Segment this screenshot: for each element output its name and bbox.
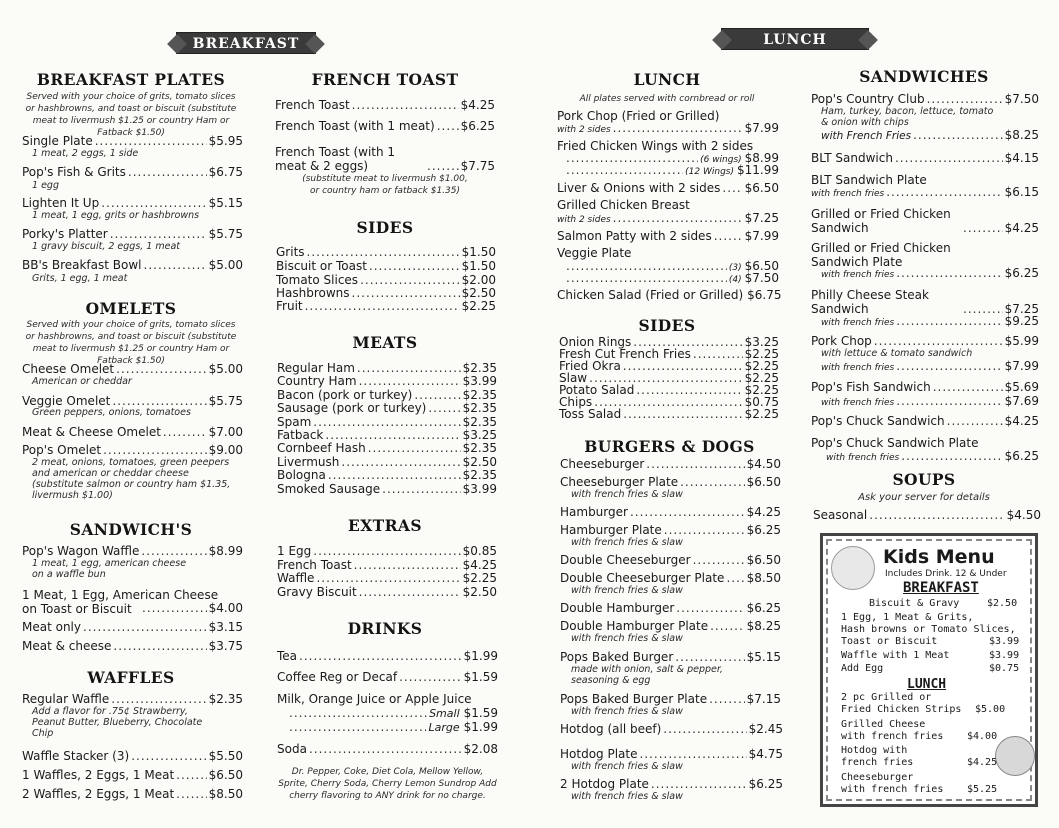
- menu-item: Fresh Cut French Fries ..... $2.25: [559, 348, 779, 360]
- menu-item-price: ..... $4.00: [140, 601, 243, 615]
- item-desc: 1 meat, 2 eggs, 1 side: [32, 148, 139, 159]
- item-desc: with french fries & slaw: [571, 585, 683, 596]
- kids-price: $3.99: [989, 636, 1020, 647]
- soups-title: SOUPS: [892, 470, 956, 489]
- soups-note: Ask your server for details: [858, 492, 990, 503]
- menu-item: Biscuit or Toast ..... $1.50: [276, 259, 496, 273]
- menu-item-price: with french fries ..... $6.25: [826, 449, 1039, 465]
- kids-price: $4.00: [967, 731, 998, 742]
- menu-item: Double Cheeseburger ..... $6.50: [560, 553, 781, 567]
- item-desc: with lettuce & tomato sandwich: [821, 348, 973, 359]
- burgers-title: BURGERS & DOGS: [584, 437, 755, 456]
- menu-item: Tea ..... $1.99: [277, 649, 498, 663]
- menu-item: Fatback ..... $3.25: [277, 428, 497, 442]
- menu-item: Double Hamburger ..... $6.25: [560, 601, 781, 615]
- menu-item: Salmon Patty with 2 sides ..... $7.99: [557, 229, 779, 243]
- menu-item: Grilled Chicken Breast: [557, 198, 690, 212]
- kids-item: with french fries: [841, 784, 944, 795]
- menu-item: Cheeseburger ..... $4.50: [560, 457, 781, 471]
- menu-item: Fruit ..... $2.25: [276, 299, 496, 313]
- kids-lunch-title: LUNCH: [907, 677, 947, 692]
- breakfast-banner: BREAKFAST: [176, 32, 316, 54]
- lunch-sides-title: SIDES: [638, 316, 696, 335]
- menu-item-price: ..... (12 Wings) $11.99: [564, 163, 779, 179]
- menu-item: Bacon (pork or turkey) ..... $2.35: [277, 388, 497, 402]
- menu-item: Pop's Fish Sandwich ..... $5.69: [811, 380, 1039, 394]
- sandwichs-title: SANDWICH'S: [69, 520, 193, 539]
- menu-item-price: ..... (6 wings) $8.99: [564, 151, 779, 167]
- meats-title: MEATS: [352, 333, 418, 352]
- kids-item: Toast or Biscuit: [841, 636, 938, 647]
- kids-price: $2.50: [987, 598, 1018, 609]
- kids-breakfast-title: BREAKFAST: [903, 580, 979, 596]
- menu-item: Fried Okra ..... $2.25: [559, 360, 779, 372]
- item-desc: made with onion, salt & pepper, seasoning & egg: [571, 664, 723, 686]
- menu-item: Pop's Omelet ..... $9.00: [22, 443, 243, 457]
- menu-item: Grilled or Fried Chicken Sandwich ..... $4.25: [811, 207, 1039, 235]
- menu-item: Cheese Omelet ..... $5.00: [22, 362, 243, 376]
- kids-price: $4.25: [967, 757, 998, 768]
- kids-item: french fries: [841, 757, 914, 768]
- omelets-title: OMELETS: [85, 299, 177, 318]
- menu-item: Toss Salad ..... $2.25: [559, 408, 779, 420]
- menu-item: Regular Ham ..... $2.35: [277, 361, 497, 375]
- lunch-title: LUNCH: [633, 70, 701, 89]
- french-toast-title: FRENCH TOAST: [311, 70, 459, 89]
- menu-item: Grilled or Fried Chicken Sandwich Plate: [811, 241, 951, 269]
- menu-item-price: with 2 sides ..... $7.99: [557, 121, 779, 137]
- menu-item: Porky's Platter ..... $5.75: [22, 227, 243, 241]
- kids-item: 2 pc Grilled or: [841, 692, 932, 703]
- menu-item: Cheeseburger Plate ..... $6.50: [560, 475, 781, 489]
- menu-item: BLT Sandwich ..... $4.15: [811, 151, 1039, 165]
- menu-item: Spam ..... $2.35: [277, 415, 497, 429]
- menu-item: Soda ..... $2.08: [277, 742, 498, 756]
- item-desc: Green peppers, onions, tomatoes: [32, 407, 191, 418]
- menu-item: Slaw ..... $2.25: [559, 372, 779, 384]
- menu-item: Hamburger Plate ..... $6.25: [560, 523, 781, 537]
- french-toast-note: (substitute meat to livermush $1.00, or country ham or fatback $1.35): [302, 174, 468, 196]
- sandwiches-title: SANDWICHES: [859, 67, 989, 86]
- item-desc: with french fries & slaw: [571, 706, 683, 717]
- menu-item-price: with french fries ..... $9.25: [821, 314, 1039, 330]
- kids-item: Hash browns or Tomato Slices,: [841, 624, 1016, 635]
- menu-item-price: with french fries ..... $6.25: [821, 266, 1039, 282]
- menu-item: Pop's Country Club ..... $7.50: [811, 92, 1039, 106]
- menu-item: Bologna ..... $2.35: [277, 468, 497, 482]
- kids-menu-box: [820, 533, 1038, 807]
- menu-item: Pops Baked Burger Plate ..... $7.15: [560, 692, 781, 706]
- menu-item: Hamburger ..... $4.25: [560, 505, 781, 519]
- menu-item: Philly Cheese Steak Sandwich ..... $7.25: [811, 288, 1039, 316]
- kid-illustration: [995, 736, 1035, 776]
- menu-item: Single Plate ..... $5.95: [22, 134, 243, 148]
- menu-item: Fried Chicken Wings with 2 sides: [557, 139, 754, 153]
- kids-price: $0.75: [989, 663, 1020, 674]
- extras-title: EXTRAS: [348, 516, 422, 535]
- menu-item: Veggie Plate: [557, 246, 632, 260]
- menu-item-price: ..... (4) $7.50: [564, 271, 779, 287]
- menu-item: Gravy Biscuit ..... $2.50: [277, 585, 497, 599]
- kids-item: Hotdog with: [841, 745, 908, 756]
- item-desc: with french fries & slaw: [571, 791, 683, 802]
- item-desc: with french fries & slaw: [571, 633, 683, 644]
- menu-item: Pop's Fish & Grits ..... $6.75: [22, 165, 243, 179]
- menu-item: Pop's Chuck Sandwich Plate: [811, 436, 979, 450]
- menu-item: Liver & Onions with 2 sides ..... $6.50: [557, 181, 779, 195]
- kids-title: Kids Menu: [883, 546, 995, 568]
- lunch-note: All plates served with cornbread or roll: [579, 94, 755, 104]
- menu-item: Pop's Wagon Waffle ..... $8.99: [22, 544, 243, 558]
- menu-item: Tomato Slices ..... $2.00: [276, 273, 496, 287]
- menu-item: BLT Sandwich Plate: [811, 173, 927, 187]
- waffles-title: WAFFLES: [87, 668, 175, 687]
- menu-item-price: with french fries ..... $7.69: [821, 394, 1039, 410]
- item-desc: 1 meat, 1 egg, american cheese on a waffle bun: [32, 558, 187, 580]
- menu-item: Waffle ..... $2.25: [277, 571, 497, 585]
- menu-item: French Toast ..... $4.25: [275, 98, 495, 112]
- menu-item: 1 Egg ..... $0.85: [277, 544, 497, 558]
- menu-item: with French Fries ..... $8.25: [821, 128, 1039, 143]
- item-desc: American or cheddar: [32, 376, 132, 387]
- menu-item: Milk, Orange Juice or Apple Juice: [277, 692, 472, 706]
- menu-item: 1 Meat, 1 Egg, American Cheese on Toast or Biscuit: [22, 588, 219, 616]
- item-desc: with french fries & slaw: [571, 489, 683, 500]
- kids-item: Add Egg: [841, 663, 884, 674]
- lunch-banner: LUNCH: [721, 28, 869, 50]
- menu-item: ..... Large $1.99: [287, 720, 498, 735]
- kids-item: Cheeseburger: [841, 772, 914, 783]
- menu-item: Coffee Reg or Decaf ..... $1.59: [277, 670, 498, 684]
- menu-item: 2 Waffles, 2 Eggs, 1 Meat ..... $8.50: [22, 787, 243, 801]
- menu-item-price: with 2 sides ..... $7.25: [557, 211, 779, 227]
- menu-item: French Toast (with 1 meat) ..... $6.25: [275, 119, 495, 133]
- menu-item-price: ..... (3) $6.50: [564, 259, 779, 275]
- menu-item: Lighten It Up ..... $5.15: [22, 196, 243, 210]
- menu-item: Pops Baked Burger ..... $5.15: [560, 650, 781, 664]
- item-desc: 1 gravy biscuit, 2 eggs, 1 meat: [32, 241, 181, 252]
- menu-item: Regular Waffle ..... $2.35: [22, 692, 243, 706]
- item-desc: with french fries & slaw: [571, 761, 683, 772]
- menu-item-price: with french fries ..... $7.99: [821, 359, 1039, 375]
- omelets-note: Served with your choice of grits, tomato slices or hashbrowns, and toast or biscuit (substitute meat to livermush $1.25 or country Ham or Fatback $1.50): [25, 320, 237, 366]
- kids-item: with french fries: [841, 731, 944, 742]
- menu-item: Cornbeef Hash ..... $2.35: [277, 441, 497, 455]
- menu-item: Meat & cheese ..... $3.75: [22, 639, 243, 653]
- item-desc: 2 meat, onions, tomatoes, green peepers and american or cheddar cheese (substitute salmon or country ham $1.35, livermush $1.00): [32, 457, 231, 501]
- kids-item: Biscuit & Gravy: [869, 598, 960, 609]
- menu-item: Sausage (pork or turkey) ..... $2.35: [277, 401, 497, 415]
- menu-item-price: with french fries ..... $6.15: [811, 185, 1039, 201]
- menu-item: Hashbrowns ..... $2.50: [276, 286, 496, 300]
- menu-item: 2 Hotdog Plate ..... $6.25: [560, 777, 783, 791]
- menu-item: Hotdog Plate ..... $4.75: [560, 747, 783, 761]
- menu-item: Smoked Sausage ..... $3.99: [277, 482, 497, 496]
- menu-item: ..... Small $1.59: [287, 706, 498, 721]
- breakfast-plates-note: Served with your choice of grits, tomato slices or hashbrowns, and toast or biscuit (substitute meat to livermush $1.25 or country Ham or Fatback $1.50): [25, 92, 237, 138]
- menu-item: Hotdog (all beef) ..... $2.45: [560, 722, 783, 736]
- menu-item: Chicken Salad (Fried or Grilled) $6.75: [557, 288, 782, 302]
- menu-item: Meat & Cheese Omelet ..... $7.00: [22, 425, 243, 439]
- kids-price: $5.25: [967, 784, 998, 795]
- menu-item: Double Cheeseburger Plate ..... $8.50: [560, 571, 781, 585]
- kids-item: Grilled Cheese: [841, 719, 926, 730]
- menu-item: Veggie Omelet ..... $5.75: [22, 394, 243, 408]
- item-desc: Add a flavor for .75¢ Strawberry, Peanut Butter, Blueberry, Chocolate Chip: [32, 706, 203, 739]
- breakfast-plates-title: BREAKFAST PLATES: [36, 70, 226, 89]
- sides-title: SIDES: [356, 218, 414, 237]
- menu-item: Onion Rings ..... $3.25: [559, 336, 779, 348]
- item-desc: Ham, turkey, bacon, lettuce, tomato & onion with chips: [821, 106, 994, 128]
- menu-item: Pork Chop (Fried or Grilled): [557, 109, 720, 123]
- menu-item: Waffle Stacker (3) ..... $5.50: [22, 749, 243, 763]
- menu-item: Potato Salad ..... $2.25: [559, 384, 779, 396]
- item-desc: Grits, 1 egg, 1 meat: [32, 273, 128, 284]
- menu-item: Livermush ..... $2.50: [277, 455, 497, 469]
- kids-subtitle: Includes Drink. 12 & Under: [885, 569, 1007, 579]
- kids-price: $3.99: [989, 650, 1020, 661]
- item-desc: with french fries & slaw: [571, 537, 683, 548]
- kids-item: 1 Egg, 1 Meat & Grits,: [841, 612, 974, 623]
- menu-item: Country Ham ..... $3.99: [277, 374, 497, 388]
- item-desc: 1 meat, 1 egg, grits or hashbrowns: [32, 210, 200, 221]
- menu-item: Pop's Chuck Sandwich ..... $4.25: [811, 414, 1039, 428]
- menu-item: Meat only ..... $3.15: [22, 620, 243, 634]
- kids-price: $5.00: [975, 704, 1006, 715]
- item-desc: 1 egg: [32, 180, 59, 191]
- menu-item: Grits ..... $1.50: [276, 245, 496, 259]
- menu-item: French Toast (with 1 meat & 2 eggs) ..... $7.75: [275, 145, 495, 173]
- menu-item: Seasonal ..... $4.50: [813, 508, 1041, 522]
- chef-kid-illustration: [831, 546, 875, 590]
- menu-item: BB's Breakfast Bowl ..... $5.00: [22, 258, 243, 272]
- kids-item: Fried Chicken Strips: [841, 704, 962, 715]
- drinks-title: DRINKS: [347, 619, 423, 638]
- drinks-note: Dr. Pepper, Coke, Diet Cola, Mellow Yellow, Sprite, Cherry Soda, Cherry Lemon Sundrop Add cherry flavoring to ANY drink for no charge.: [278, 767, 497, 801]
- menu-item: 1 Waffles, 2 Eggs, 1 Meat ..... $6.50: [22, 768, 243, 782]
- menu-item: Pork Chop ..... $5.99: [811, 334, 1039, 348]
- menu-item: Chips ..... $0.75: [559, 396, 779, 408]
- kids-item: Waffle with 1 Meat: [841, 650, 950, 661]
- menu-item: French Toast ..... $4.25: [277, 558, 497, 572]
- menu-item: Double Hamburger Plate ..... $8.25: [560, 619, 781, 633]
